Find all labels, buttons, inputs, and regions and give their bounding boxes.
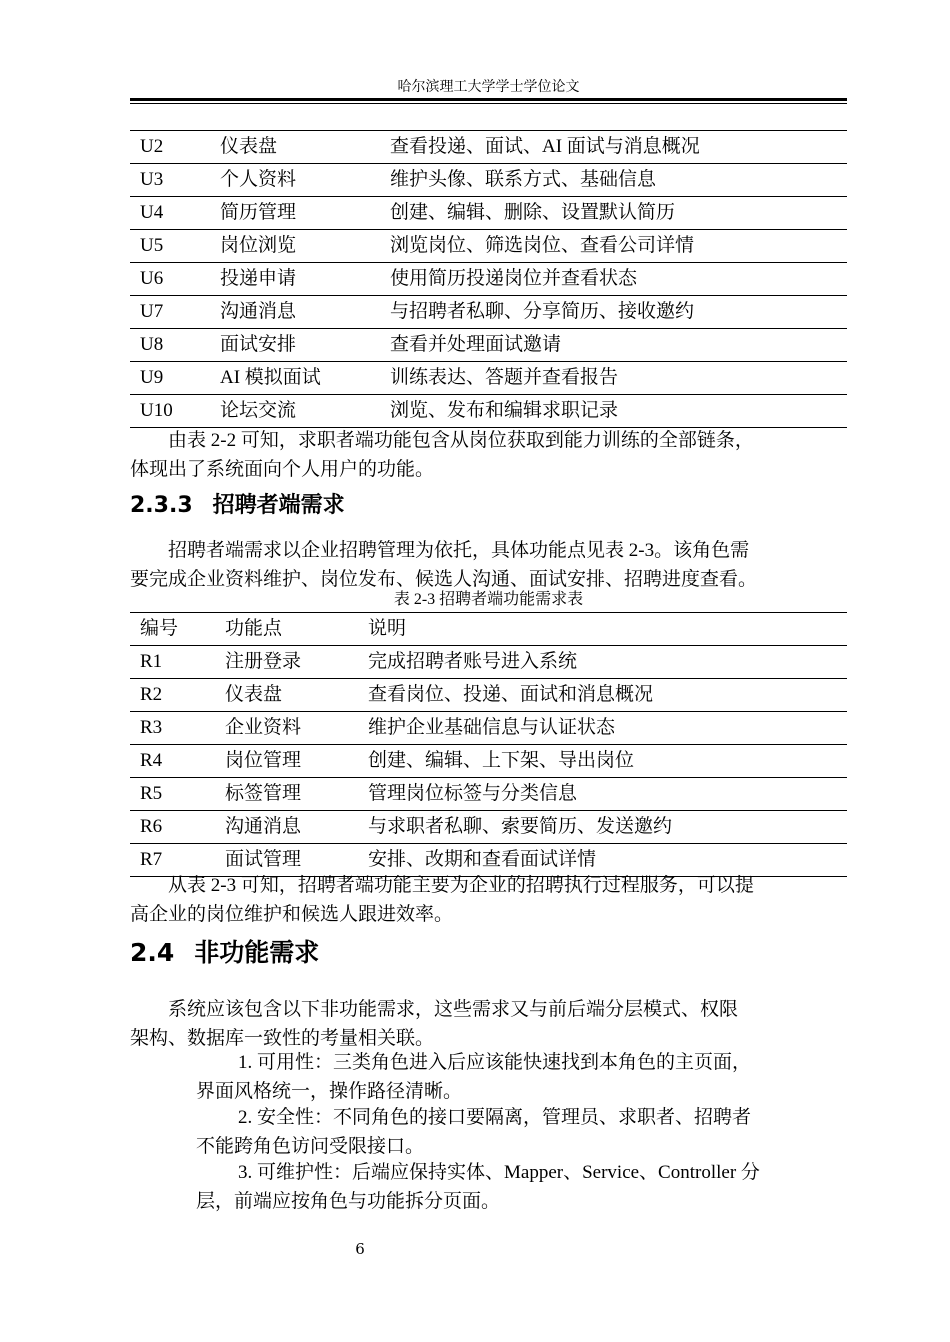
list-line: 界面风格统一，操作路径清晰。 <box>196 1081 463 1102</box>
table-cell: 投递申请 <box>210 263 380 296</box>
list-item-security <box>196 1103 847 1161</box>
table-header-row <box>130 613 847 646</box>
table-cell: R3 <box>130 712 215 745</box>
table-cell: 沟通消息 <box>210 296 380 329</box>
table-cell: 个人资料 <box>210 164 380 197</box>
section-number: 2.3.3 <box>130 493 193 518</box>
table-cell: 维护企业基础信息与认证状态 <box>358 712 847 745</box>
header-rule-thick <box>130 98 847 101</box>
table-header-cell: 说明 <box>358 613 847 646</box>
table-cell: U10 <box>130 395 210 428</box>
table-row <box>130 646 847 679</box>
table-cell: 浏览、发布和编辑求职记录 <box>380 395 847 428</box>
table-cell: U6 <box>130 263 210 296</box>
paragraph-line: 系统应该包含以下非功能需求，这些需求又与前后端分层模式、权限 <box>168 999 739 1020</box>
table-row <box>130 296 847 329</box>
table-cell: U4 <box>130 197 210 230</box>
table-cell: U2 <box>130 131 210 164</box>
table-row <box>130 745 847 778</box>
table-row <box>130 329 847 362</box>
table-cell: U5 <box>130 230 210 263</box>
table-cell: U8 <box>130 329 210 362</box>
table-row <box>130 395 847 428</box>
table-cell: 仪表盘 <box>210 131 380 164</box>
list-line: 2. 安全性：不同角色的接口要隔离，管理员、求职者、招聘者 <box>238 1107 752 1128</box>
section-heading-2-3-3 <box>130 491 345 521</box>
table-row <box>130 197 847 230</box>
table-row <box>130 712 847 745</box>
table-cell: U3 <box>130 164 210 197</box>
table-cell: AI 模拟面试 <box>210 362 380 395</box>
jobseeker-function-table <box>130 130 847 428</box>
table-cell: 安排、改期和查看面试详情 <box>358 844 847 877</box>
table-row <box>130 131 847 164</box>
table-row <box>130 778 847 811</box>
table-header-cell: 功能点 <box>215 613 358 646</box>
table-cell: R1 <box>130 646 215 679</box>
table-cell: 与招聘者私聊、分享简历、接收邀约 <box>380 296 847 329</box>
table-2-3-summary <box>130 871 847 929</box>
table-cell: 面试管理 <box>215 844 358 877</box>
table-header-cell: 编号 <box>130 613 215 646</box>
header-rule-thin <box>130 103 847 104</box>
paragraph-line: 架构、数据库一致性的考量相关联。 <box>130 1028 435 1049</box>
page-header: 哈尔滨理工大学学士学位论文 <box>397 79 580 95</box>
paragraph-line: 体现出了系统面向个人用户的功能。 <box>130 459 435 480</box>
recruiter-intro-paragraph <box>130 536 847 594</box>
recruiter-function-table <box>130 612 847 877</box>
paragraph-line: 从表 2-3 可知，招聘者端功能主要为企业的招聘执行过程服务，可以提 <box>168 875 754 896</box>
table-cell: 标签管理 <box>215 778 358 811</box>
list-item-usability <box>196 1048 847 1106</box>
table-cell: 岗位浏览 <box>210 230 380 263</box>
table-cell: 注册登录 <box>215 646 358 679</box>
table-cell: 企业资料 <box>215 712 358 745</box>
section-title: 招聘者端需求 <box>212 493 345 518</box>
table-cell: 仪表盘 <box>215 679 358 712</box>
list-line: 1. 可用性：三类角色进入后应该能快速找到本角色的主页面， <box>238 1052 752 1073</box>
table-cell: R7 <box>130 844 215 877</box>
table-row <box>130 362 847 395</box>
paragraph-line: 高企业的岗位维护和候选人跟进效率。 <box>130 904 454 925</box>
table-cell: R4 <box>130 745 215 778</box>
table-cell: 沟通消息 <box>215 811 358 844</box>
list-item-maintainability <box>196 1158 847 1216</box>
paragraph-line: 要完成企业资料维护、岗位发布、候选人沟通、面试安排、招聘进度查看。 <box>130 569 758 590</box>
table-cell: U9 <box>130 362 210 395</box>
table-row <box>130 679 847 712</box>
table-cell: 管理岗位标签与分类信息 <box>358 778 847 811</box>
table-cell: 训练表达、答题并查看报告 <box>380 362 847 395</box>
table-cell: 浏览岗位、筛选岗位、查看公司详情 <box>380 230 847 263</box>
table-caption: 表 2-3 招聘者端功能需求表 <box>393 591 584 608</box>
page-number: 6 <box>355 1240 365 1258</box>
paragraph-line: 由表 2-2 可知，求职者端功能包含从岗位获取到能力训练的全部链条， <box>168 430 754 451</box>
table-cell: R5 <box>130 778 215 811</box>
table-row <box>130 263 847 296</box>
table-cell: 论坛交流 <box>210 395 380 428</box>
table-row <box>130 811 847 844</box>
section-number: 2.4 <box>130 938 175 967</box>
section-heading-2-4 <box>130 936 319 970</box>
table-cell: R2 <box>130 679 215 712</box>
section-title: 非功能需求 <box>194 938 320 967</box>
list-line: 层，前端应按角色与功能拆分页面。 <box>196 1191 501 1212</box>
table-row <box>130 164 847 197</box>
table-cell: 与求职者私聊、索要简历、发送邀约 <box>358 811 847 844</box>
table-cell: 简历管理 <box>210 197 380 230</box>
paragraph-line: 招聘者端需求以企业招聘管理为依托，具体功能点见表 2-3。该角色需 <box>168 540 750 561</box>
table-cell: 查看投递、面试、AI 面试与消息概况 <box>380 131 847 164</box>
table-cell: 完成招聘者账号进入系统 <box>358 646 847 679</box>
table-cell: 查看岗位、投递、面试和消息概况 <box>358 679 847 712</box>
table-cell: 查看并处理面试邀请 <box>380 329 847 362</box>
table-cell: 使用简历投递岗位并查看状态 <box>380 263 847 296</box>
table-2-2-summary <box>130 426 847 484</box>
list-line: 3. 可维护性：后端应保持实体、Mapper、Service、Controller 分 <box>238 1162 760 1183</box>
table-cell: 岗位管理 <box>215 745 358 778</box>
table-cell: R6 <box>130 811 215 844</box>
table-cell: 面试安排 <box>210 329 380 362</box>
table-cell: 维护头像、联系方式、基础信息 <box>380 164 847 197</box>
nonfunctional-intro-paragraph <box>130 995 847 1053</box>
table-cell: 创建、编辑、删除、设置默认简历 <box>380 197 847 230</box>
table-cell: 创建、编辑、上下架、导出岗位 <box>358 745 847 778</box>
list-line: 不能跨角色访问受限接口。 <box>196 1136 425 1157</box>
table-cell: U7 <box>130 296 210 329</box>
table-row <box>130 230 847 263</box>
